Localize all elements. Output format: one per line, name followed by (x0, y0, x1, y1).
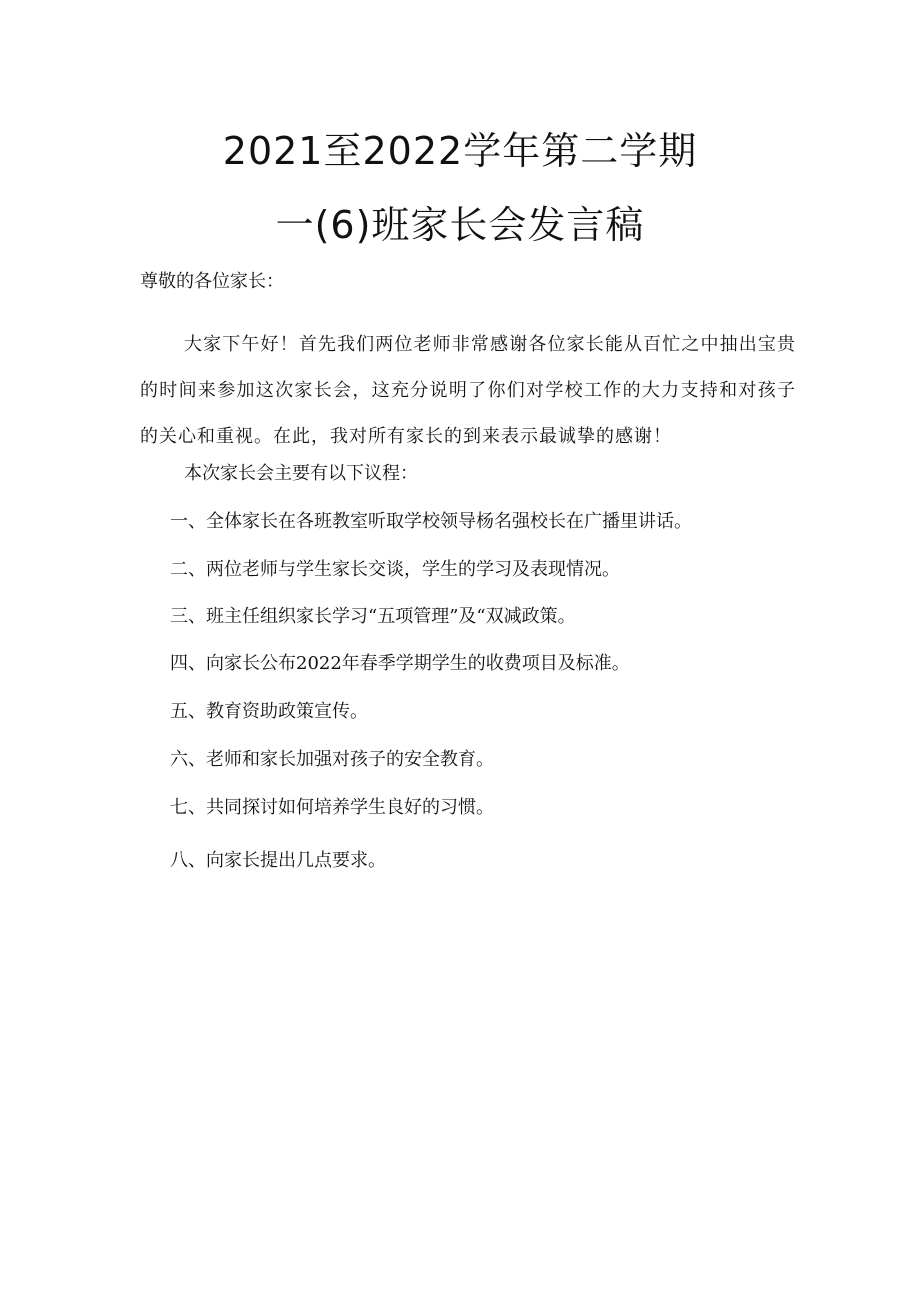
agenda-item-1: 一、全体家长在各班教室听取学校领导杨名强校长在广播里讲话。 (170, 511, 692, 532)
agenda-item-5: 五、教育资助政策宣传。 (170, 701, 368, 722)
agenda-item-7: 七、共同探讨如何培养学生良好的习惯。 (170, 797, 494, 818)
document-title-line-1: 2021至2022学年第二学期 (222, 129, 698, 173)
agenda-item-2: 二、两位老师与学生家长交谈，学生的学习及表现情况。 (170, 559, 620, 580)
agenda-item-3: 三、班主任组织家长学习“五项管理”及“双减政策。 (170, 606, 576, 627)
opening-paragraph: 大家下午好！首先我们两位老师非常感谢各位家长能从百忙之中抽出宝贵的时间来参加这次家长会，这充分说明了你们对学校工作的大力支持和对孩子的关心和重视。在此，我对所有家长的到来表示最诚挚的感谢！ (140, 334, 796, 447)
agenda-item-8: 八、向家长提出几点要求。 (170, 850, 386, 871)
agenda-item-4: 四、向家长公布2022年春季学期学生的收费项目及标准。 (170, 653, 630, 674)
agenda-intro: 本次家长会主要有以下议程： (184, 463, 418, 484)
document-title-line-2: 一(6)班家长会发言稿 (275, 203, 645, 247)
salutation: 尊敬的各位家长： (140, 271, 284, 292)
agenda-item-6: 六、老师和家长加强对孩子的安全教育。 (170, 749, 494, 770)
